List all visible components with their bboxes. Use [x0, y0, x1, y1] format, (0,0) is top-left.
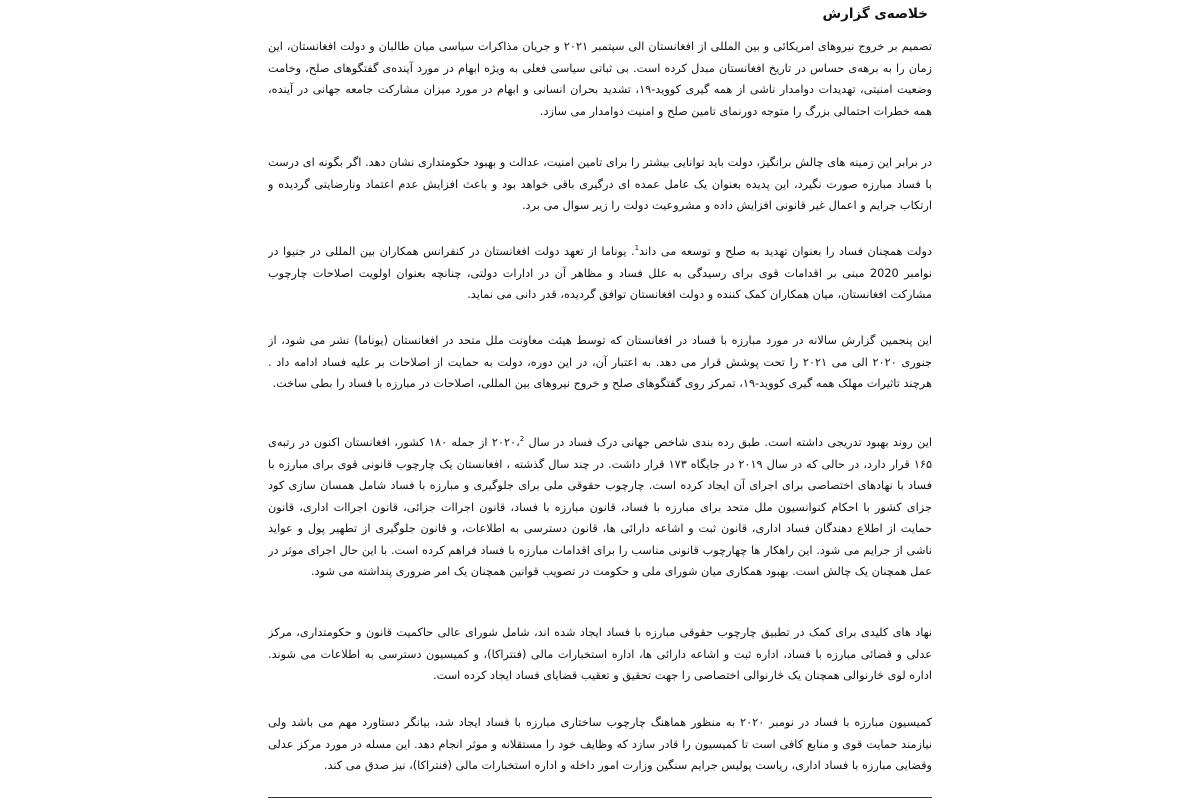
- paragraph-text-part: از جمله ۱۸۰ کشور، افغانستان اکنون در رتبه‌ی ۱۶۵ قرار دارد، در حالی که در سال ۲۰۱۹ در جایگاه ۱۷۳ قرار داشت. در چند سال گذشته ، افغانستان یک چارچوب قانونی قوی برای مبارزه با فساد با نهادهای اختصاصی برای اجرای آن ایجاد کرده است. چارچوب حقوقی ملی برای جلوگیری و مبارزه با فساد شامل همسان سازی کود جزای کشور با احکام کنوانسیون ملل متحد برای مبارزه با فساد، قانون مبارزه با فساد، قانون اجراات جزائی، قانون اجراات اداری، قانون حمایت از اطلاع دهندگان فساد اداری، قانون ثبت و اشاعه دارائی ها، قانون دسترسی به اطلاعات، و قانون جلوگیری از تطهیر پول و عواید ناشی از جرایم می شود. این راهکار ها چهارچوب قانونی مناسب را برای اقدامات مبارزه با فساد فراهم کرده است. با این حال اجرای موثر در عمل همچنان یک چالش است. بهبود همکاری میان شورای ملی و حکومت در تصویب قوانین همچنان یک امر ضروری پنداشته می شود.: [268, 436, 932, 578]
- paragraph-geneva-commitment: [268, 241, 932, 306]
- paragraph-text-part: این روند بهبود تدریجی داشته است. طبق رده بندی شاخص جهانی درک فساد در سال ۲۰۲۰،: [491, 436, 932, 449]
- paragraph-text-part: . یوناما از تعهد دولت افغانستان در کنفرانس همکاران بین المللی در جنیوا در نوامبر 2020 مبنی بر اقدامات قوی برای رسیدگی به علل فساد و مظاهر آن در ادارات دولتی، چنانچه بعنوان اولویت اصلاحات چارچوب مشارکت افغانستان، میان همکاران کمک کننده و دولت افغانستان توافق گردیده، قدر دانی می نماید.: [268, 245, 932, 301]
- paragraph-anti-corruption-commission: کمیسیون مبارزه با فساد در نومبر ۲۰۲۰ به منظور هماهنگ چارچوب ساختاری مبارزه با فساد ایجاد شد، بیانگر دستاورد مهم می باشد ولی نیازمند حمایت قوی و منابع کافی است تا کمیسیون را قادر سازد که وظایف خود را مستقلانه و موثر انجام دهد. این مسله در مورد مرکز عدلی وقضایی مبارزه با فساد اداری، ریاست پولیس جرایم سنگین وزارت امور داخله و اداره استخبارات مالی (فنتراکا)، نیز صدق می کند.: [268, 716, 932, 772]
- paragraph-key-institutions: نهاد های کلیدی برای کمک در تطبیق چارچوب حقوقی مبارزه با فساد ایجاد شده اند، شامل شورای عالی حاکمیت قانون و حکومتداری، مرکز عدلی و قضائی مبارزه با فساد، اداره ثبت و اشاعه دارائی ها، اداره استخبارات مالی (فنتراکا)، و کمیسیون دسترسی به اطلاعات می شوند. اداره لوی څارنوالی همچنان یک څارنوالی اختصاصی را جهت تحقیق و تعقیب قضایای فساد ایجاد کرده است.: [268, 626, 932, 682]
- paragraph-government-challenges: در برابر این زمینه های چالش برانگیز، دولت باید توانایی بیشتر را برای تامین امنیت، عدالت و بهبود حکومتداری نشان دهد. اگر بگونه ای درست با فساد مبارزه صورت نگیرد، این پدیده بعنوان یک عامل عمده ای درگیری باقی خواهد بود و باعث افزایش عدم اعتماد ونارضایتی گردیده و ارتکاب جرایم و اعمال غیر قانونی افزایش داده و مشروعیت دولت را زیر سوال می برد.: [268, 156, 932, 212]
- footnote-marker: 2: [519, 435, 525, 444]
- report-summary-heading: خلاصه‌ی گزارش: [822, 6, 928, 22]
- paragraph-legal-framework: [268, 432, 932, 583]
- paragraph-withdrawal-context: تصمیم بر خروج نیروهای امریکائی و بین المللی از افغانستان الی سپتمبر ۲۰۲۱ و جریان مذاکرات سیاسی میان طالبان و دولت افغانستان، این زمان را به برهه‌ی حساس در تاریخ افغانستان مبدل کرده است. بی ثباتی سیاسی فعلی به ویژه ابهام در مورد آینده‌ی گفتگوهای صلح، وخامت وضعیت امنیتی، تهدیدات دوامدار ناشی از همه گیری کووید-۱۹، تشدید بحران انسانی و ابهام در مورد میزان مشارکت جامعه جهانی در آینده، همه خطرات احتمالی بزرگ را متوجه دورنمای تامین صلح و امنیت دوامدار می سازد.: [268, 40, 932, 118]
- paragraph-text-part: دولت همچنان فساد را بعنوان تهدید به صلح و توسعه می داند: [639, 245, 932, 258]
- footnote-marker: 1: [634, 244, 640, 253]
- report-page: [268, 0, 932, 800]
- paragraph-fifth-annual-report: این پنجمین گزارش سالانه در مورد مبارزه با فساد در افغانستان که توسط هیئت معاونت ملل متحد در افغانستان (یوناما) نشر می شود، از جنوری ۲۰۲۰ الی می ۲۰۲۱ را تحت پوشش قرار می دهد. به اعتبار آن، در این دوره، دولت به حمایت از اصلاحات بر علیه فساد ادامه داد . هرچند تاثیرات مهلک همه گیری کووید-۱۹، تمرکز روی گفتگوهای صلح و خروج نیروهای بین المللی، اصلاحات در مبارزه با فساد را بطی ساخت.: [268, 334, 932, 390]
- page-bottom-rule: [268, 797, 932, 798]
